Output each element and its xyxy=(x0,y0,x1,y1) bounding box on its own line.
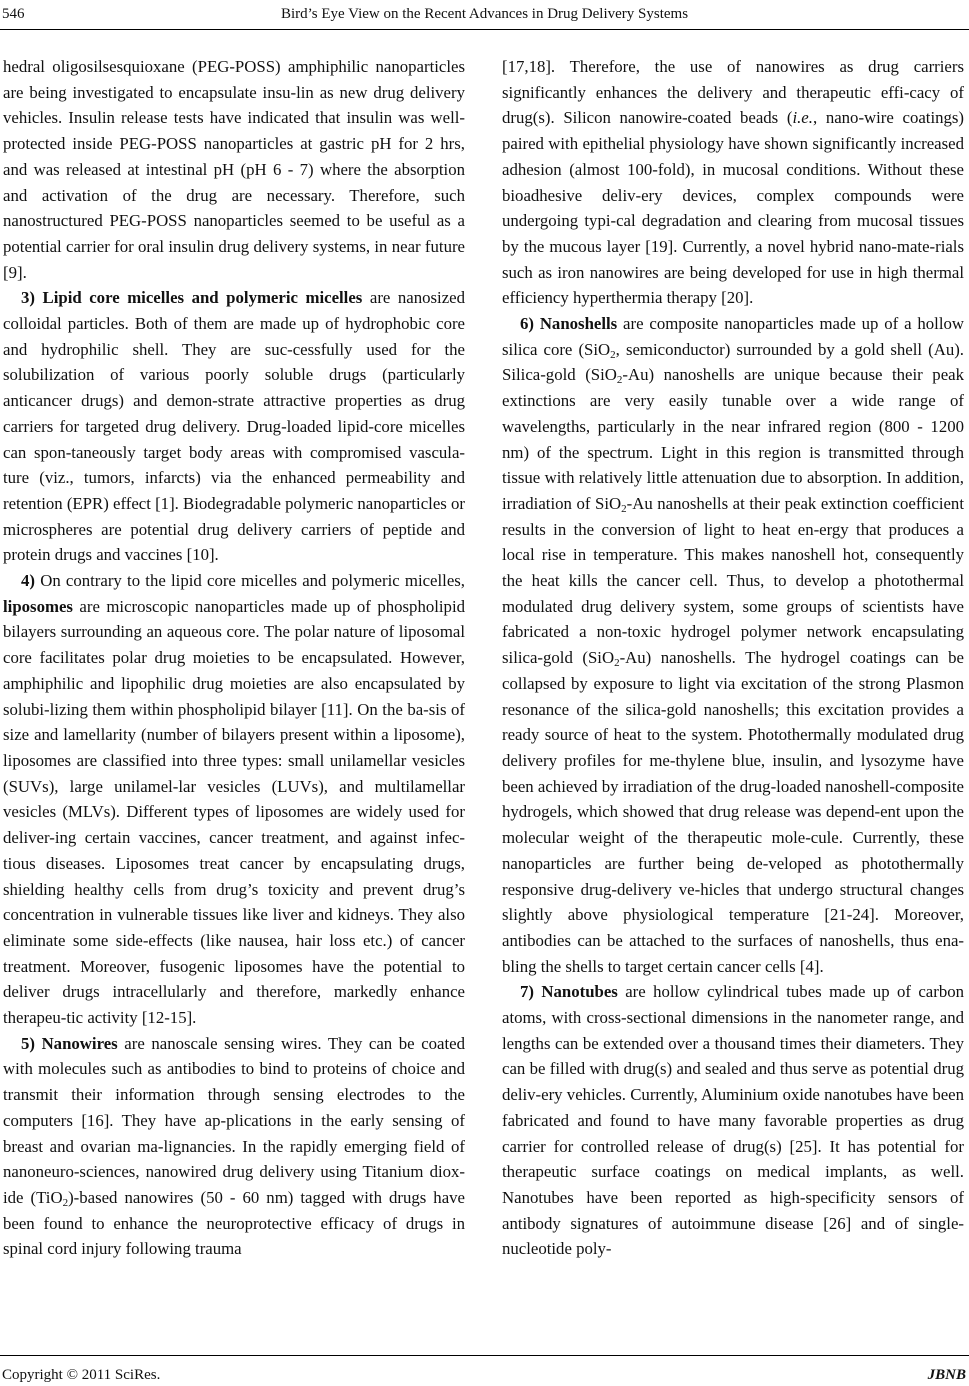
paragraph-text: On contrary to the lipid core micelles and polymeric micelles, xyxy=(34,571,465,591)
paragraph-text: are composite nanoparticles made up of a hollow silica core (SiO xyxy=(502,314,964,359)
section-lead-number: 4) xyxy=(21,571,35,591)
subscript: 2 xyxy=(621,502,627,515)
paragraph-text: , semiconductor) surrounded by a gold shell (Au). Silica-gold (SiO xyxy=(502,339,964,385)
subscript: 2 xyxy=(614,657,620,670)
subscript: 2 xyxy=(610,348,616,361)
paragraph-text: [17,18]. Therefore, the use of nanowires as drug carriers significantly enhances the delivery and therapeutic effi-cacy of drug(s). Silicon nanowire-coated beads ( xyxy=(502,57,964,128)
copyright-notice: Copyright © 2011 SciRes. xyxy=(2,1367,161,1383)
page-footer xyxy=(0,1355,969,1385)
paragraph-text: hedral oligosilsesquioxane (PEG-POSS) amphiphilic nanoparticles are being investigated to encapsulate insu-lin as new drug delivery vehicles. Insulin release tests have indicated that insulin was well-protected inside PEG-POSS nanoparticles at gastric pH for 2 hrs, and was released at intestinal pH (pH 6 - 7) where the absorption and activation of the drug are necessary. Therefore, such nanostructured PEG-POSS nanoparticles seemed to be useful as a potential carrier for oral insulin drug delivery systems, in near future [9]. xyxy=(3,57,465,282)
paragraph-text: -Au) nanoshells. The hydrogel coatings can be collapsed by exposure to light via excitation of the strong Plasmon resonance of the silica-gold nanoshells; this excitation provides a ready source of heat to the system. Photothermally modulated drug delivery profiles for me-thylene blue, insulin, and lysozyme have been achieved by irradiation of the drug-loaded nanoshell-composite hydrogels, which showed that drug release was depend-ent upon the molecular weight of the therapeutic mole-cule. Currently, these nanoparticles are further being de-veloped as photothermally responsive drug-delivery ve-hicles that undergo structural changes slightly above physiological temperature [21-24]. Moreover, antibodies can be attached to the surfaces of nanoshells, thus ena-bling the shells to target certain cancer cells [4]. xyxy=(502,648,964,976)
subscript: 2 xyxy=(62,1196,69,1209)
paragraph-text: are nanosized colloidal particles. Both of them are made up of hydrophobic core and hydrophilic shell. They are suc-cessfully used for the solubilization of various poorly soluble drugs (particularly anticancer drugs) and demon-strate attractive properties as drug carriers for targeted drug delivery. Drug-loaded lipid-core micelles can spon-taneously target body areas with compromised vascula-ture (viz., tumors, infarcts) via the enhanced permeability and retention (EPR) effect [1]. Biodegradable polymeric nanoparticles or microspheres are potential drug delivery carriers of peptide and protein drugs and vaccines [10]. xyxy=(3,288,465,565)
paragraph-micelles xyxy=(3,285,465,568)
paragraph-nanowires xyxy=(3,1031,465,1262)
subscript: 2 xyxy=(616,374,623,387)
paragraph-text: are microscopic nanoparticles made up of phospholipid bilayers surrounding an aqueous core. The polar nature of liposomal core facilitates polar drug moieties to be encapsulated. However, amphiphilic and lipophilic drug moieties are also encapsulated by solubi-lizing them within phospholipid bilayer [11]. On the ba-sis of size and lamellarity (number of bilayers present within a liposome), liposomes are classified into three types: small unilamellar vesicles (SUVs), large unilamel-lar vesicles (LUVs), and multilamellar vesicles (MLVs). Different types of liposomes are widely used for deliver-ing certain vaccines, cancer treatment, and against infec-tious diseases. Liposomes treat cancer by encapsulating drugs, shielding healthy cells from drug’s toxicity and prevent drug’s concentration in vulnerable tissues like liver and kidneys. They also eliminate some side-effects (like nausea, hair loss etc.) of cancer treatment. Moreover, fusogenic liposomes have the potential to deliver drugs intracellularly and therefore, markedly enhance therapeu-tic activity [12-15]. xyxy=(3,596,465,1028)
paragraph-liposomes xyxy=(3,568,465,1031)
paragraph-text: are hollow cylindrical tubes made up of carbon atoms, with cross-sectional dimensions in the nanometer range, and lengths can be extended over a thousand times their diameters. They can be filled with drug(s) and sealed and thus serve as potential drug deliv-ery vehicles. Currently, Aluminium oxide nanotubes have been fabricated and found to have many favorable properties as drug carrier for controlled release of drug(s) [25]. It has potential for therapeutic surface coatings on medical implants, as well. Nanotubes have been reported as high-specificity sensors of antibody signatures of autoimmune disease [26] and of single-nucleotide poly- xyxy=(502,982,964,1259)
right-column xyxy=(502,54,964,1262)
paragraph-text: )-based nanowires (50 - 60 nm) tagged with drugs have been found to enhance the neuroprotective efficacy of drugs in spinal cord injury following trauma xyxy=(3,1187,465,1259)
journal-abbreviation: JBNB xyxy=(927,1367,966,1383)
paragraph-nanoshells xyxy=(502,311,964,979)
paragraph-nanotubes xyxy=(502,979,964,1262)
section-lead-micelles: 3) Lipid core micelles and polymeric micelles xyxy=(21,288,363,308)
page-number: 546 xyxy=(2,6,25,22)
footer-rule xyxy=(0,1355,969,1356)
left-column xyxy=(3,54,465,1262)
paragraph-text: are nanoscale sensing wires. They can be coated with molecules such as antibodies to bind to proteins of choice and transmit their information through sensing electrodes to the computers [16]. They have ap-plications in the early sensing of breast and ovarian ma-lignancies. In the rapidly emerging field of nanoneuro-sciences, nanowired drug delivery using Titanium diox-ide (TiO xyxy=(3,1033,465,1207)
italic-ie: i.e. xyxy=(792,108,813,128)
paragraph-text: -Au nanoshells at their peak extinction coefficient results in the conversion of light to heat en-ergy that produces a local rise in temperature. This makes nanoshell hot, consequently the heat kills the cancer cell. Thus, to develop a photothermal modulated drug delivery system, some groups of scientists have fabricated a non-toxic hydrogel polymer network encapsulating silica-gold (SiO xyxy=(502,493,964,668)
running-title: Bird’s Eye View on the Recent Advances in Drug Delivery Systems xyxy=(280,6,689,22)
section-lead-nanowires: 5) Nanowires xyxy=(21,1033,118,1053)
section-lead-liposomes: liposomes xyxy=(3,596,73,616)
page-header xyxy=(0,0,969,34)
paragraph-text: , nano-wire coatings) paired with epithelial physiology have shown significantly increased adhesion (almost 100-fold), in mucosal conditions. Without these bioadhesive deliv-ery devices, complex compounds were undergoing typi-cal degradation and clearing from mucosal tissues by the mucous layer [19]. Currently, a novel hybrid nano-mate-rials such as iron nanowires are being developed for use in high thermal efficiency hyperthermia therapy [20]. xyxy=(502,108,965,308)
paragraph-peg-poss xyxy=(3,54,465,285)
section-lead-nanotubes: 7) Nanotubes xyxy=(520,982,618,1002)
section-lead-nanoshells: 6) Nanoshells xyxy=(520,314,618,334)
header-rule xyxy=(0,29,969,30)
paragraph-text: -Au) nanoshells are unique because their peak extinctions are very easily tunable over a wide range of wavelengths, particularly in the near infrared region (800 - 1200 nm) of the spectrum. Light in this region is transmitted through tissue with relatively little attenuation due to absorption. In addition, irradiation of SiO xyxy=(502,365,964,513)
paragraph-nanowires-cont xyxy=(502,54,964,311)
